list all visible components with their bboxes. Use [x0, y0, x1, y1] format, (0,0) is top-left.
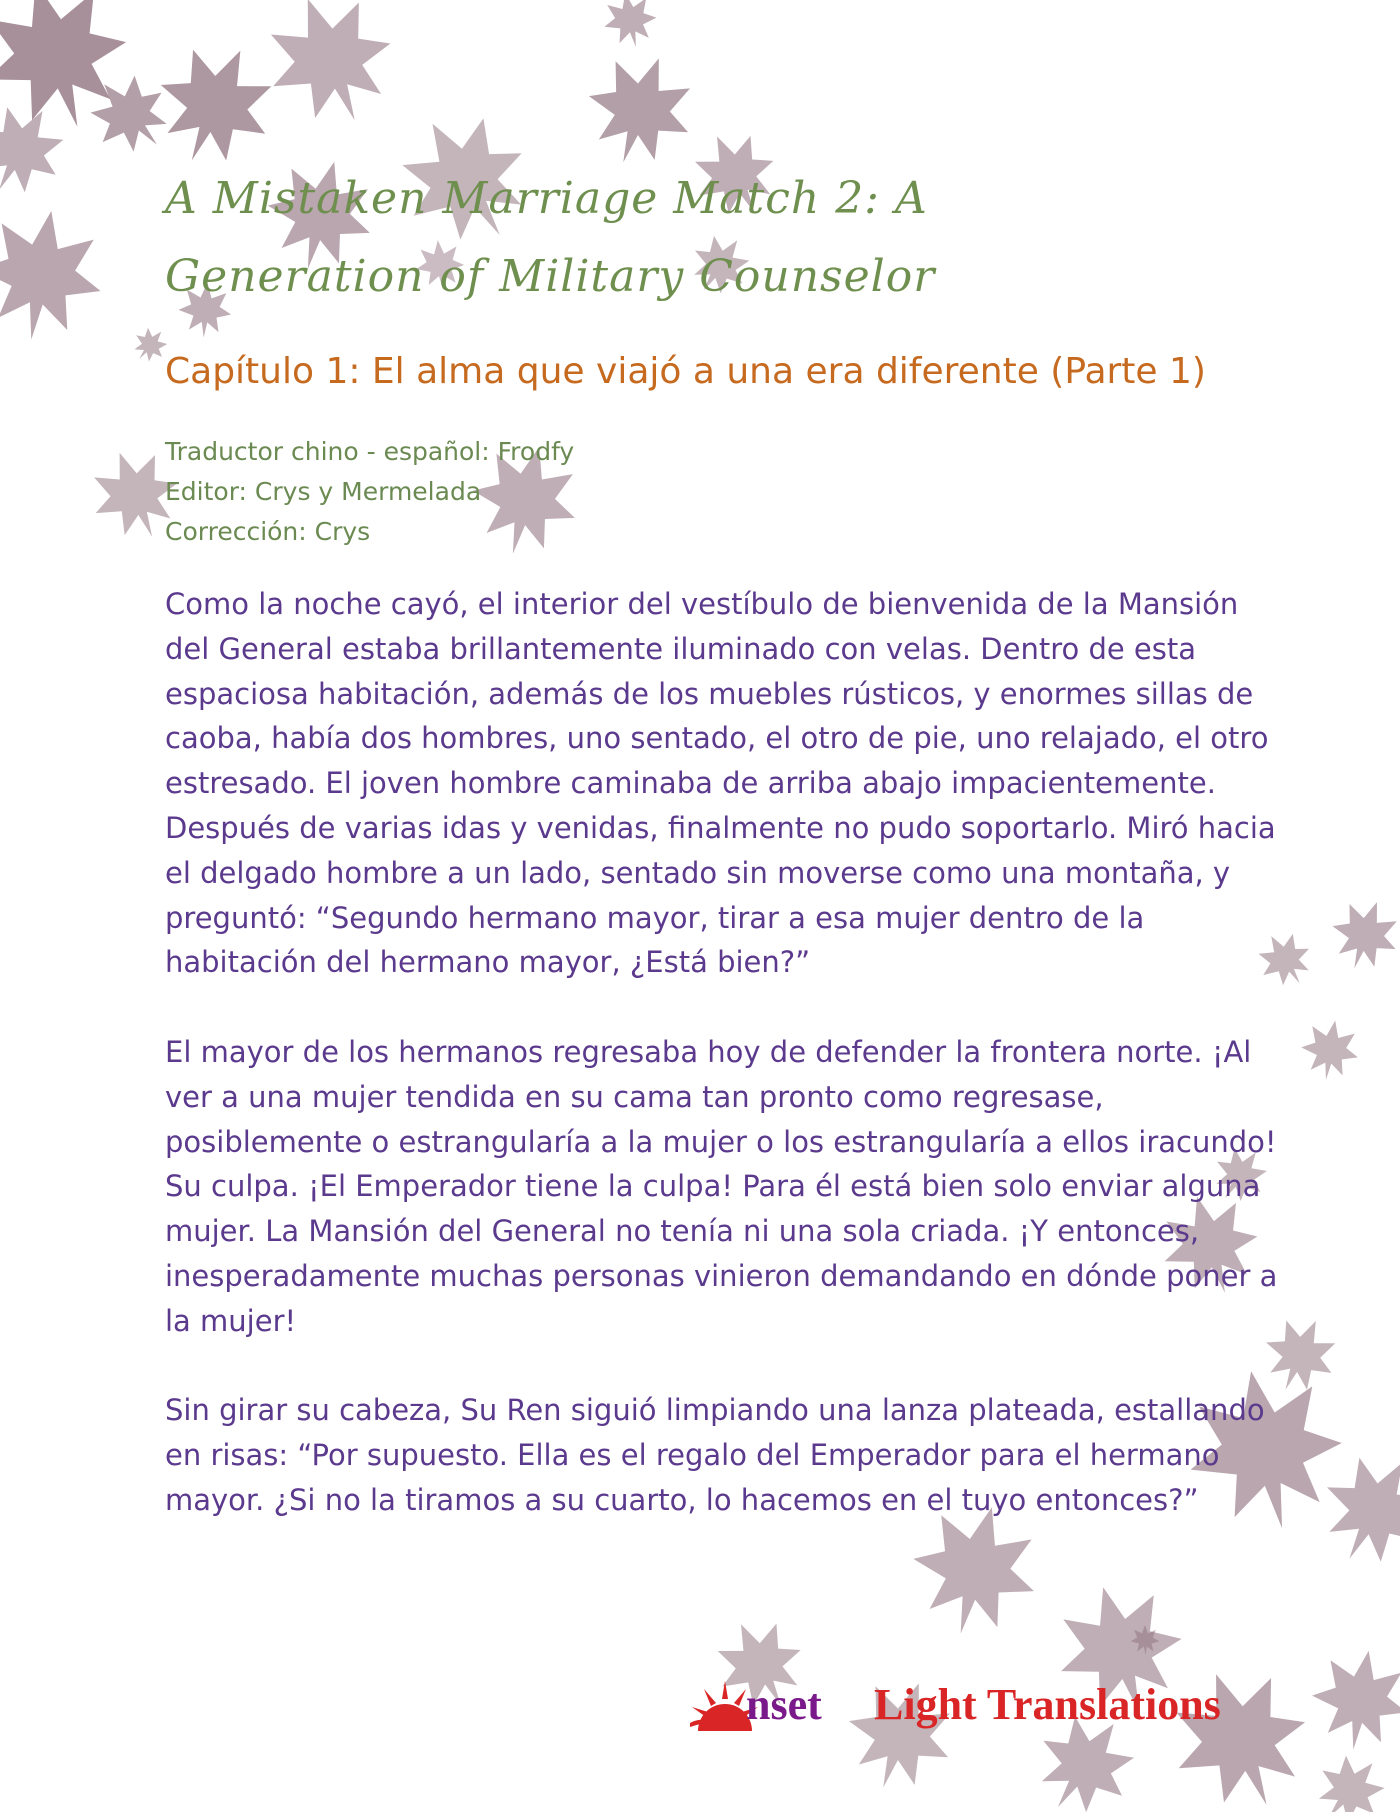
paragraph: Como la noche cayó, el interior del vestíbulo de bienvenida de la Mansión del General estaba brillantemente iluminado con velas. Dentro de esta espaciosa habitación, además de los muebles rústicos, y enormes sillas de caoba, había dos hombres, uno sentado, el otro de pie, uno relajado, el otro estresado. El joven hombre caminaba de arriba abajo impacientemente. Después de varias idas y venidas, finalmente no pudo soportarlo. Miró hacia el delgado hombre a un lado, sentado sin moverse como una montaña, y preguntó: “Segundo hermano mayor, tirar a esa mujer dentro de la habitación del hermano mayor, ¿Está bien?” — [165, 587, 1276, 980]
translator-credit: Traductor chino - español: Frodfy — [165, 437, 575, 466]
credits-block — [165, 432, 1285, 552]
logo-text-light-translations: Light Translations — [874, 1680, 1221, 1729]
maple-leaf-icon — [0, 200, 113, 350]
editor-credit: Editor: Crys y Mermelada — [165, 477, 482, 506]
maple-leaf-icon — [1296, 1015, 1363, 1084]
proofreading-credit: Corrección: Crys — [165, 517, 371, 546]
document-page — [165, 160, 1285, 1568]
paragraph: El mayor de los hermanos regresaba hoy de defender la frontera norte. ¡Al ver a una mujer tendida en su cama tan pronto como regresase, posiblemente o estrangularía a la mujer o los estrangularía a ellos iracundo! Su culpa. ¡El Emperador tiene la culpa! Para él está bien solo enviar alguna mujer. La Mansión del General no tenía ni una sola criada. ¡Y entonces, inesperadamente muchas personas vinieron demandando en dónde poner a la mujer! — [165, 1034, 1278, 1338]
maple-leaf-icon — [249, 0, 411, 142]
maple-leaf-icon — [1302, 1436, 1400, 1584]
chapter-title: Capítulo 1: El alma que viajó a una era diferente (Parte 1) — [165, 351, 1206, 392]
maple-leaf-icon — [1321, 891, 1400, 980]
maple-leaf-icon — [572, 40, 709, 179]
logo-text-nset: nset — [746, 1680, 822, 1729]
book-title-line-2: Generation of Military Counselor — [165, 251, 936, 302]
maple-leaf-icon — [1302, 1742, 1398, 1812]
book-title-line-1: A Mistaken Marriage Match 2: A — [165, 173, 928, 224]
book-title — [165, 160, 1285, 316]
maple-leaf-icon — [1304, 1642, 1400, 1757]
sunset-light-translations-logo — [690, 1675, 1290, 1735]
maple-leaf-icon — [599, 0, 661, 52]
paragraph: Sin girar su cabeza, Su Ren siguió limpiando una lanza plateada, estallando en risas: “Por supuesto. Ella es el regalo del Emperador para el hermano mayor. ¿Si no la tiramos a su cuarto, lo hacemos en el tuyo entonces?” — [165, 1393, 1265, 1517]
chapter-body — [165, 582, 1285, 1523]
